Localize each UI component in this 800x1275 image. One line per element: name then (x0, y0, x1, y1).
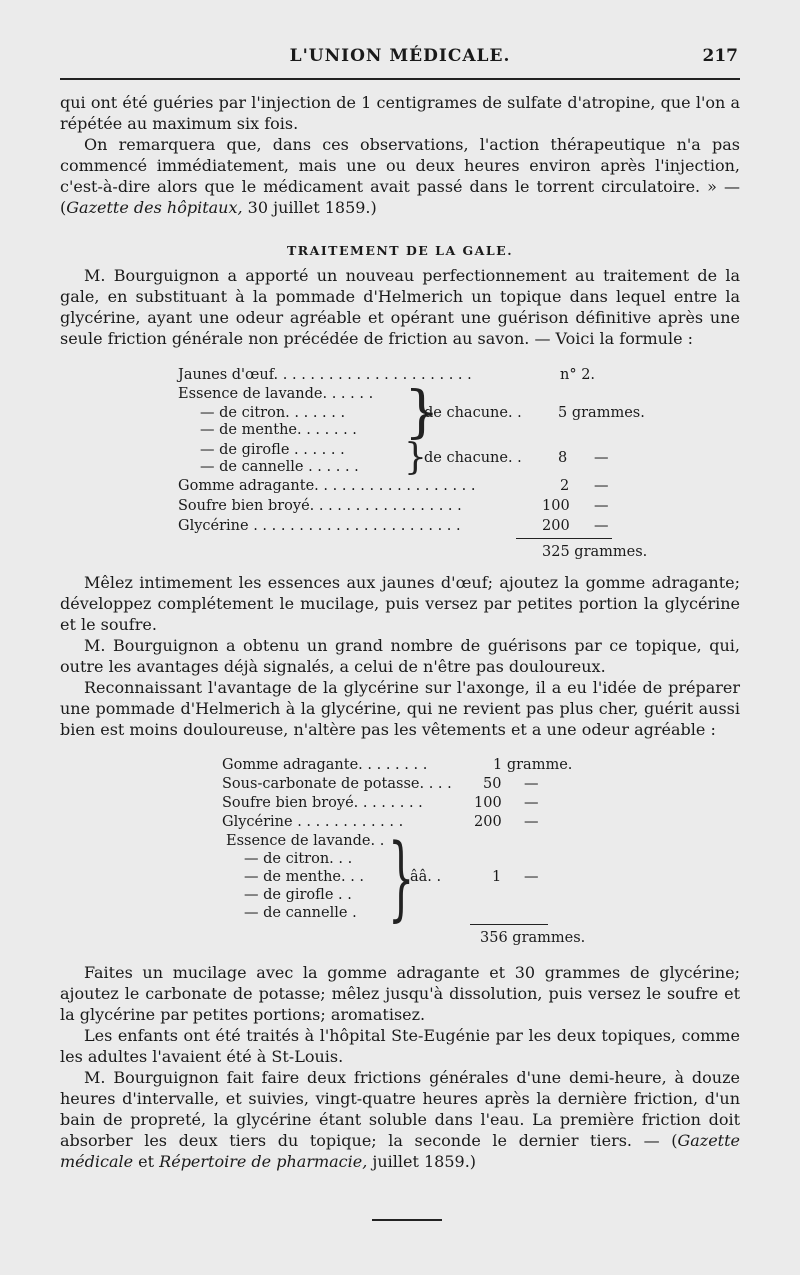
ingredient-row: — de citron. . . (244, 851, 353, 867)
ingredient-amount: 50 (483, 776, 502, 792)
ingredient-row: Glycérine . . . . . . . . . . . . . . . . . . . . . . . (178, 518, 461, 534)
paragraph-glycerine: Reconnaissant l'avantage de la glycérine sur l'axonge, il a eu l'idée de préparer une pommade d'Helmerich à la glycérine, qui ne revient pas plus cher, guérit aussi bien est moins douloureuse, n'altère pas les vêtements et a une odeur agréable : (60, 678, 740, 739)
group-amount: 8 (558, 450, 568, 466)
paragraph-text: On remarquera que, dans ces observations, l'action thérapeutique n'a pas commencé immédiatement, mais une ou deux heures environ après l'injection, c'est-à-dire alors que le médicament avait passé dans le torrent circulatoire. » — ( (60, 135, 740, 217)
brace: } (388, 824, 415, 931)
ingredient-row: Glycérine . . . . . . . . . . . . (222, 814, 404, 830)
paragraph-text: 30 juillet 1859.) (242, 198, 377, 217)
end-rule (372, 1219, 442, 1221)
ingredient-amount: 200 (542, 518, 570, 534)
paragraph-text: et (133, 1152, 160, 1171)
ingredient-unit: — (594, 478, 609, 494)
ingredient-row: Jaunes d'œuf. . . . . . . . . . . . . . . . . . . . . . (178, 367, 472, 383)
ingredient-row: — de cannelle . (244, 905, 357, 921)
source-citation: Répertoire de pharmacie, (159, 1152, 368, 1171)
ingredient-unit: — (524, 814, 539, 830)
paragraph-results: M. Bourguignon a obtenu un grand nombre de guérisons par ce topique, qui, outre les avantages déjà signalés, a celui de n'être pas douloureux. (60, 636, 740, 676)
ingredient-row: — de girofle . . (244, 887, 352, 903)
paragraph-frictions (60, 1067, 740, 1172)
group-label: de chacune. . (424, 450, 522, 466)
ingredient-amount: 1 gramme. (493, 757, 573, 773)
ingredient-amount: n° 2. (560, 367, 596, 383)
text-block-bottom (60, 962, 740, 1172)
paragraph-text: juillet 1859.) (367, 1152, 477, 1171)
ingredient-row: Sous-carbonate de potasse. . . . (222, 776, 452, 792)
paragraph-text: qui ont été guéries par l'injection de 1 centigrames de sulfate d'atropine, que l'on a répétée au maximum six fois. (60, 93, 740, 133)
ingredient-row: — de menthe. . . . . . . (200, 422, 357, 438)
source-citation: Gazette médicale (60, 1131, 740, 1171)
ingredient-row: — de girofle . . . . . . (200, 442, 345, 458)
ingredient-row: — de cannelle . . . . . . (200, 459, 359, 475)
ingredient-unit: — (524, 776, 539, 792)
paragraph-text: M. Bourguignon fait faire deux frictions générales d'une demi-heure, à douze heures d'intervalle, et suivies, vingt-quatre heures après la dernière friction, d'un bain de propreté, la glycérine étant soluble dans l'eau. La première friction doit absorber les deux tiers du topique; la seconde le dernier tiers. — ( (60, 1068, 740, 1150)
group-amount: 1 (492, 869, 502, 885)
brace: } (404, 380, 440, 445)
formula-total: 356 grammes. (480, 930, 586, 946)
group-unit: — (594, 450, 609, 466)
ingredient-amount: 100 (542, 498, 570, 514)
ingredient-row: Essence de lavande. . . . . . (178, 386, 374, 402)
ingredient-row: Gomme adragante. . . . . . . . (222, 757, 428, 773)
ingredient-row: — de citron. . . . . . . (200, 405, 346, 421)
ingredient-unit: — (594, 518, 609, 534)
ingredient-row: Soufre bien broyé. . . . . . . . (222, 795, 423, 811)
formula-total: 325 grammes. (542, 544, 648, 560)
ingredient-row: — de menthe. . . (244, 869, 365, 885)
brace: } (404, 437, 427, 478)
ingredient-unit: — (594, 498, 609, 514)
ingredient-row: Soufre bien broyé. . . . . . . . . . . . . . . . . (178, 498, 462, 514)
sum-line (470, 924, 548, 925)
group-label: de chacune. . (424, 405, 522, 421)
page-number: 217 (702, 46, 738, 66)
paragraph-mucilage: Faites un mucilage avec la gomme adragante et 30 grammes de glycérine; ajoutez le carbonate de potasse; mêlez jusqu'à dissolution, puis versez le soufre et la glycérine par petites portions; aromatisez. (60, 963, 740, 1024)
ingredient-amount: 100 (474, 795, 502, 811)
ingredient-amount: 2 (560, 478, 570, 494)
group-unit: — (524, 869, 539, 885)
group-amount: 5 grammes. (558, 405, 645, 421)
ingredient-row: Essence de lavande. . (226, 833, 385, 849)
source-citation: Gazette des hôpitaux, (66, 198, 243, 217)
paragraph-enfants: Les enfants ont été traités à l'hôpital Ste-Eugénie par les deux topiques, comme les adultes l'avaient été à St-Louis. (60, 1026, 740, 1066)
section-title: TRAITEMENT DE LA GALE. (286, 243, 514, 258)
group-label: ââ. . (410, 869, 442, 885)
paragraph-preparation: Mêlez intimement les essences aux jaunes d'œuf; ajoutez la gomme adragante; développez complétement le mucilage, puis versez par petites portion la glycérine et le soufre. (60, 573, 740, 634)
ingredient-unit: — (524, 795, 539, 811)
paragraph-bourguignon: M. Bourguignon a apporté un nouveau perfectionnement au traitement de la gale, en substituant à la pommade d'Helmerich un topique dans lequel entre la glycérine, ayant une odeur agréable et opérant une guérison définitive après une seule friction générale non précédée de friction au savon. — Voici la formule : (60, 266, 740, 348)
journal-title: L'UNION MÉDICALE. (289, 46, 511, 66)
ingredient-row: Gomme adragante. . . . . . . . . . . . . . . . . . (178, 478, 476, 494)
ingredient-amount: 200 (474, 814, 502, 830)
